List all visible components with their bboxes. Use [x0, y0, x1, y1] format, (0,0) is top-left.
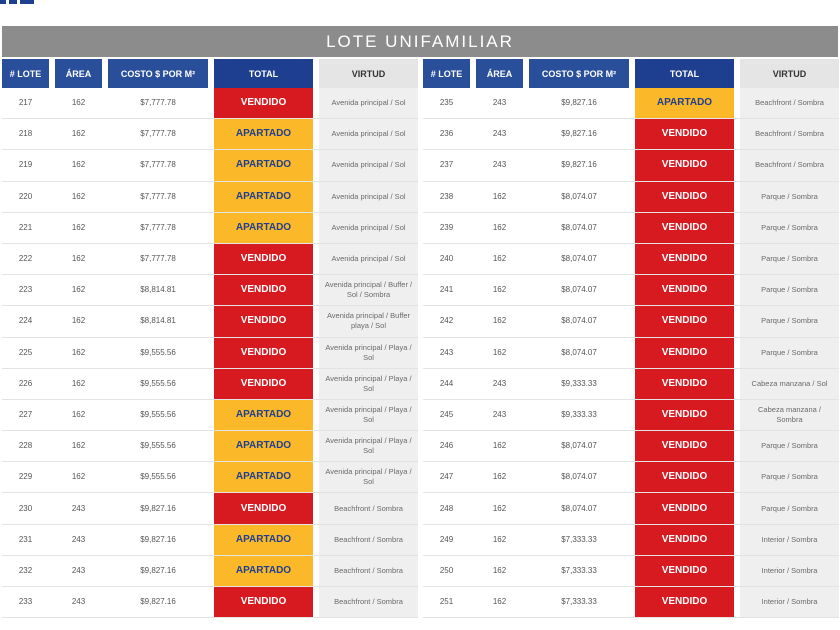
area-cell: 243 — [492, 409, 507, 419]
costo-cell: $8,074.07 — [561, 441, 597, 451]
virtud-cell: Cabeza manzana / Sombra — [740, 400, 839, 430]
table-body — [2, 88, 418, 618]
costo-cell: $9,827.16 — [140, 597, 176, 607]
status-badge: VENDIDO — [635, 369, 734, 399]
lote-cell: 232 — [18, 565, 33, 575]
lote-cell: 231 — [18, 534, 33, 544]
lote-cell: 238 — [439, 191, 454, 201]
area-cell: 243 — [71, 597, 86, 607]
virtud-cell: Interior / Sombra — [740, 587, 839, 617]
virtud-cell: Avenida principal / Sol — [319, 150, 418, 180]
area-cell: 243 — [71, 503, 86, 513]
status-badge: VENDIDO — [635, 244, 734, 274]
header-total: TOTAL — [635, 59, 734, 88]
area-cell: 162 — [71, 441, 86, 451]
header-virtud: VIRTUD — [319, 59, 418, 88]
lote-cell: 243 — [439, 347, 454, 357]
status-badge: VENDIDO — [214, 275, 313, 305]
lote-cell: 223 — [18, 285, 33, 295]
table-row — [2, 213, 418, 244]
area-cell: 243 — [492, 129, 507, 139]
lote-cell: 229 — [18, 472, 33, 482]
lote-cell: 225 — [18, 347, 33, 357]
area-cell: 162 — [71, 316, 86, 326]
area-cell: 162 — [492, 472, 507, 482]
area-cell: 162 — [71, 254, 86, 264]
status-badge: VENDIDO — [635, 275, 734, 305]
virtud-cell: Parque / Sombra — [740, 493, 839, 523]
table-row — [2, 587, 418, 618]
virtud-cell: Beachfront / Sombra — [319, 556, 418, 586]
lote-cell: 241 — [439, 285, 454, 295]
header-area: ÁREA — [55, 59, 102, 88]
status-badge: VENDIDO — [635, 493, 734, 523]
lote-cell: 248 — [439, 503, 454, 513]
costo-cell: $8,814.81 — [140, 316, 176, 326]
virtud-cell: Parque / Sombra — [740, 462, 839, 492]
status-badge: APARTADO — [214, 525, 313, 555]
virtud-cell: Beachfront / Sombra — [740, 150, 839, 180]
table-row — [2, 369, 418, 400]
area-cell: 162 — [492, 347, 507, 357]
virtud-cell: Avenida principal / Playa / Sol — [319, 338, 418, 368]
virtud-cell: Parque / Sombra — [740, 338, 839, 368]
costo-cell: $9,827.16 — [140, 503, 176, 513]
area-cell: 162 — [71, 191, 86, 201]
lots-table-right — [423, 59, 839, 618]
lote-cell: 249 — [439, 534, 454, 544]
costo-cell: $7,777.78 — [140, 222, 176, 232]
area-cell: 162 — [492, 222, 507, 232]
virtud-cell: Beachfront / Sombra — [319, 525, 418, 555]
status-badge: VENDIDO — [635, 306, 734, 336]
lote-cell: 226 — [18, 378, 33, 388]
costo-cell: $9,827.16 — [561, 98, 597, 108]
lote-cell: 224 — [18, 316, 33, 326]
area-cell: 162 — [71, 129, 86, 139]
table-row — [2, 493, 418, 524]
lote-cell: 240 — [439, 254, 454, 264]
status-badge: VENDIDO — [214, 338, 313, 368]
table-row — [2, 556, 418, 587]
table-row — [423, 182, 839, 213]
table-row — [423, 431, 839, 462]
virtud-cell: Avenida principal / Sol — [319, 213, 418, 243]
costo-cell: $8,074.07 — [561, 503, 597, 513]
lote-cell: 219 — [18, 160, 33, 170]
lots-table-left — [2, 59, 418, 618]
header-costo: COSTO $ POR M² — [529, 59, 629, 88]
costo-cell: $7,777.78 — [140, 191, 176, 201]
costo-cell: $9,827.16 — [561, 129, 597, 139]
area-cell: 162 — [492, 316, 507, 326]
table-row — [423, 462, 839, 493]
area-cell: 162 — [492, 254, 507, 264]
lote-cell: 228 — [18, 441, 33, 451]
lote-cell: 251 — [439, 597, 454, 607]
area-cell: 243 — [492, 98, 507, 108]
area-cell: 243 — [492, 378, 507, 388]
area-cell: 162 — [71, 409, 86, 419]
costo-cell: $7,333.33 — [561, 597, 597, 607]
table-header — [423, 59, 839, 88]
virtud-cell: Beachfront / Sombra — [740, 119, 839, 149]
lote-cell: 220 — [18, 191, 33, 201]
virtud-cell: Interior / Sombra — [740, 556, 839, 586]
table-row — [423, 88, 839, 119]
header-lote: # LOTE — [423, 59, 470, 88]
virtud-cell: Avenida principal / Sol — [319, 244, 418, 274]
lote-cell: 246 — [439, 441, 454, 451]
virtud-cell: Parque / Sombra — [740, 431, 839, 461]
table-row — [423, 119, 839, 150]
costo-cell: $8,814.81 — [140, 285, 176, 295]
table-row — [423, 338, 839, 369]
costo-cell: $8,074.07 — [561, 285, 597, 295]
costo-cell: $9,555.56 — [140, 441, 176, 451]
virtud-cell: Parque / Sombra — [740, 306, 839, 336]
costo-cell: $9,555.56 — [140, 378, 176, 388]
status-badge: VENDIDO — [214, 493, 313, 523]
status-badge: VENDIDO — [635, 431, 734, 461]
table-row — [2, 525, 418, 556]
virtud-cell: Avenida principal / Playa / Sol — [319, 431, 418, 461]
header-lote: # LOTE — [2, 59, 49, 88]
lote-cell: 222 — [18, 254, 33, 264]
status-badge: APARTADO — [214, 182, 313, 212]
lote-cell: 242 — [439, 316, 454, 326]
table-row — [423, 400, 839, 431]
lote-cell: 227 — [18, 409, 33, 419]
area-cell: 162 — [492, 565, 507, 575]
costo-cell: $7,777.78 — [140, 160, 176, 170]
status-badge: APARTADO — [214, 462, 313, 492]
virtud-cell: Beachfront / Sombra — [319, 493, 418, 523]
status-badge: APARTADO — [214, 556, 313, 586]
table-row — [423, 275, 839, 306]
lote-cell: 235 — [439, 98, 454, 108]
table-row — [2, 338, 418, 369]
header-virtud: VIRTUD — [740, 59, 839, 88]
costo-cell: $8,074.07 — [561, 347, 597, 357]
table-row — [423, 587, 839, 618]
virtud-cell: Parque / Sombra — [740, 244, 839, 274]
status-badge: VENDIDO — [635, 556, 734, 586]
status-badge: APARTADO — [635, 88, 734, 118]
costo-cell: $8,074.07 — [561, 316, 597, 326]
area-cell: 162 — [71, 347, 86, 357]
costo-cell: $9,555.56 — [140, 409, 176, 419]
costo-cell: $7,333.33 — [561, 565, 597, 575]
area-cell: 162 — [492, 441, 507, 451]
lote-cell: 239 — [439, 222, 454, 232]
virtud-cell: Avenida principal / Buffer playa / Sol — [319, 306, 418, 336]
area-cell: 162 — [492, 191, 507, 201]
area-cell: 162 — [492, 597, 507, 607]
status-badge: APARTADO — [214, 431, 313, 461]
status-badge: VENDIDO — [214, 306, 313, 336]
virtud-cell: Interior / Sombra — [740, 525, 839, 555]
status-badge: VENDIDO — [635, 587, 734, 617]
status-badge: VENDIDO — [635, 400, 734, 430]
table-row — [423, 556, 839, 587]
status-badge: VENDIDO — [214, 369, 313, 399]
costo-cell: $8,074.07 — [561, 254, 597, 264]
virtud-cell: Avenida principal / Sol — [319, 119, 418, 149]
lote-cell: 217 — [18, 98, 33, 108]
virtud-cell: Avenida principal / Playa / Sol — [319, 462, 418, 492]
virtud-cell: Avenida principal / Playa / Sol — [319, 400, 418, 430]
area-cell: 162 — [71, 472, 86, 482]
costo-cell: $9,333.33 — [561, 378, 597, 388]
area-cell: 162 — [492, 534, 507, 544]
costo-cell: $7,777.78 — [140, 129, 176, 139]
table-row — [2, 400, 418, 431]
area-cell: 243 — [71, 534, 86, 544]
table-row — [2, 431, 418, 462]
area-cell: 162 — [71, 160, 86, 170]
table-body — [423, 88, 839, 618]
costo-cell: $9,827.16 — [561, 160, 597, 170]
area-cell: 243 — [71, 565, 86, 575]
area-cell: 162 — [492, 503, 507, 513]
table-row — [423, 493, 839, 524]
lote-cell: 244 — [439, 378, 454, 388]
status-badge: VENDIDO — [635, 150, 734, 180]
status-badge: VENDIDO — [635, 182, 734, 212]
table-row — [423, 244, 839, 275]
costo-cell: $9,333.33 — [561, 409, 597, 419]
table-row — [2, 462, 418, 493]
virtud-cell: Beachfront / Sombra — [740, 88, 839, 118]
lote-cell: 247 — [439, 472, 454, 482]
table-row — [423, 150, 839, 181]
status-badge: VENDIDO — [635, 338, 734, 368]
table-row — [2, 150, 418, 181]
virtud-cell: Avenida principal / Buffer / Sol / Sombra — [319, 275, 418, 305]
table-row — [2, 244, 418, 275]
virtud-cell: Cabeza manzana / Sol — [740, 369, 839, 399]
virtud-cell: Beachfront / Sombra — [319, 587, 418, 617]
virtud-cell: Avenida principal / Sol — [319, 88, 418, 118]
lote-cell: 221 — [18, 222, 33, 232]
virtud-cell: Avenida principal / Sol — [319, 182, 418, 212]
table-row — [423, 306, 839, 337]
virtud-cell: Parque / Sombra — [740, 213, 839, 243]
lote-cell: 250 — [439, 565, 454, 575]
virtud-cell: Parque / Sombra — [740, 275, 839, 305]
header-total: TOTAL — [214, 59, 313, 88]
costo-cell: $9,827.16 — [140, 534, 176, 544]
status-badge: VENDIDO — [214, 587, 313, 617]
logo-fragment — [0, 0, 40, 6]
costo-cell: $9,827.16 — [140, 565, 176, 575]
area-cell: 162 — [71, 222, 86, 232]
area-cell: 162 — [492, 285, 507, 295]
lote-cell: 233 — [18, 597, 33, 607]
status-badge: VENDIDO — [635, 462, 734, 492]
status-badge: APARTADO — [214, 400, 313, 430]
status-badge: APARTADO — [214, 119, 313, 149]
status-badge: VENDIDO — [635, 119, 734, 149]
table-row — [423, 213, 839, 244]
table-row — [2, 119, 418, 150]
table-row — [2, 88, 418, 119]
area-cell: 162 — [71, 285, 86, 295]
area-cell: 162 — [71, 378, 86, 388]
status-badge: VENDIDO — [214, 88, 313, 118]
lote-cell: 237 — [439, 160, 454, 170]
costo-cell: $7,777.78 — [140, 98, 176, 108]
virtud-cell: Parque / Sombra — [740, 182, 839, 212]
status-badge: VENDIDO — [635, 525, 734, 555]
status-badge: VENDIDO — [214, 244, 313, 274]
status-badge: APARTADO — [214, 213, 313, 243]
table-row — [423, 525, 839, 556]
lote-cell: 245 — [439, 409, 454, 419]
virtud-cell: Avenida principal / Playa / Sol — [319, 369, 418, 399]
table-row — [423, 369, 839, 400]
table-header — [2, 59, 418, 88]
lote-cell: 236 — [439, 129, 454, 139]
area-cell: 162 — [71, 98, 86, 108]
costo-cell: $8,074.07 — [561, 472, 597, 482]
costo-cell: $9,555.56 — [140, 347, 176, 357]
status-badge: APARTADO — [214, 150, 313, 180]
header-area: ÁREA — [476, 59, 523, 88]
costo-cell: $9,555.56 — [140, 472, 176, 482]
lote-cell: 218 — [18, 129, 33, 139]
table-row — [2, 275, 418, 306]
table-row — [2, 306, 418, 337]
lote-cell: 230 — [18, 503, 33, 513]
costo-cell: $7,333.33 — [561, 534, 597, 544]
costo-cell: $8,074.07 — [561, 191, 597, 201]
table-row — [2, 182, 418, 213]
costo-cell: $8,074.07 — [561, 222, 597, 232]
costo-cell: $7,777.78 — [140, 254, 176, 264]
area-cell: 243 — [492, 160, 507, 170]
page-title: LOTE UNIFAMILIAR — [2, 26, 838, 57]
header-costo: COSTO $ POR M² — [108, 59, 208, 88]
status-badge: VENDIDO — [635, 213, 734, 243]
